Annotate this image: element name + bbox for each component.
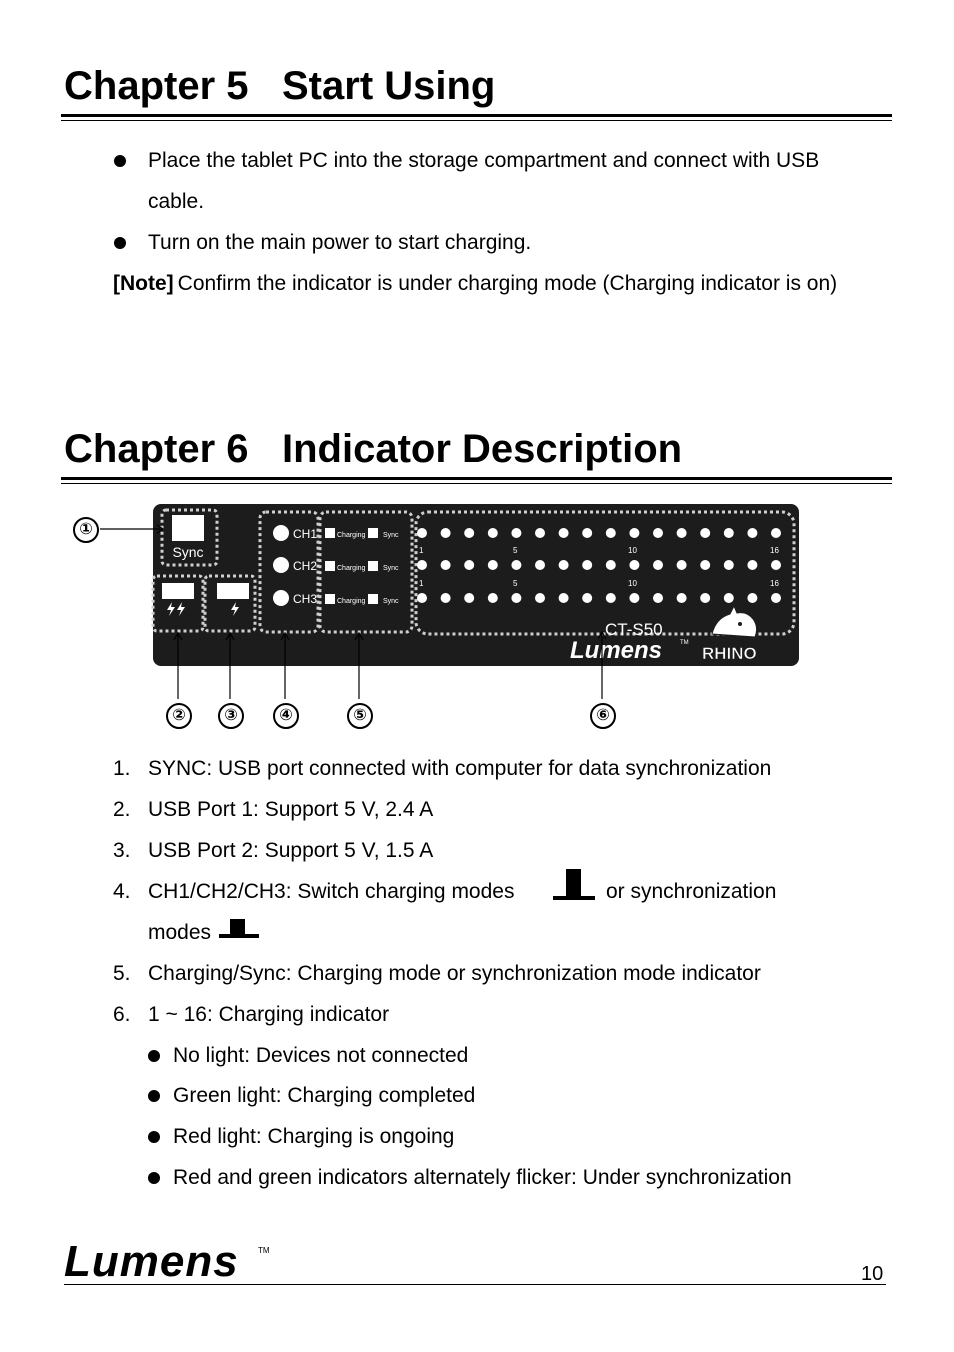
charging-led [653,528,663,538]
charging-led [488,593,498,603]
list-item: USB Port 1: Support 5 V, 2.4 A [148,798,434,821]
bullet-text-continued: cable. [148,190,205,213]
sub-bullet-text: Green light: Charging completed [173,1084,476,1107]
svg-text:10: 10 [628,546,637,555]
charging-led [606,593,616,603]
list-item: 1 ~ 16: Charging indicator [148,1003,390,1026]
ch1-label: CH1 [293,527,318,541]
charging-led [417,593,427,603]
note-text: Confirm the indicator is under charging mode (Charging indicator is on) [177,272,838,295]
svg-text:5: 5 [513,546,518,555]
svg-text:16: 16 [770,546,779,555]
charging-led [464,560,474,570]
callout-6: ⑥ [590,703,616,729]
charging-led [488,560,498,570]
chapter-5-heading [64,64,495,109]
ch3-switch [273,590,289,606]
svg-text:10: 10 [628,579,637,588]
bullet-dot [148,1172,160,1184]
charging-led [417,528,427,538]
svg-text:1: 1 [419,546,424,555]
charging-led [582,528,592,538]
sync-port [172,515,204,541]
charging-led [747,560,757,570]
charging-led [771,593,781,603]
callout-3: ③ [218,703,244,729]
list-item-continued: modes [148,921,212,944]
list-number: 2. [113,798,131,821]
bullet-dot [148,1131,160,1143]
charging-led [511,593,521,603]
charging-led [700,528,710,538]
sync-mode-switch-icon [218,917,260,941]
chapter-number: Chapter 5 [64,64,249,108]
chapter-title: Start Using [282,64,496,108]
charging-led [677,560,687,570]
charging-led [606,560,616,570]
chapter-title: Indicator Description [282,427,683,471]
charging-led [724,528,734,538]
bullet-text: Turn on the main power to start charging. [148,231,532,254]
usb-port-1 [162,583,194,599]
charging-led [535,560,545,570]
charging-led [464,593,474,603]
charging-led [747,528,757,538]
svg-text:Sync: Sync [383,532,399,539]
charging-led [677,593,687,603]
svg-text:Charging: Charging [337,598,366,605]
panel-brand-mark: TM [680,640,689,646]
charging-led [771,528,781,538]
charging-led [511,560,521,570]
svg-text:Charging: Charging [337,532,366,539]
list-item: USB Port 2: Support 5 V, 1.5 A [148,839,434,862]
list-item: SYNC: USB port connected with computer for data synchronization [148,757,772,780]
charging-led [629,528,639,538]
note [113,272,837,296]
model-label: CT-S50 [605,620,663,639]
charging-led [653,593,663,603]
chapter-6-heading [64,427,682,472]
indicator-panel-diagram [60,496,820,736]
list-number: 3. [113,839,131,862]
sub-bullet-text: Red and green indicators alternately flicker: Under synchronization [173,1166,792,1189]
charging-led [559,560,569,570]
charging-led [677,528,687,538]
charging-led [441,560,451,570]
svg-text:1: 1 [419,579,424,588]
charging-led [629,560,639,570]
charging-led [724,593,734,603]
charging-led [511,528,521,538]
charging-led [441,528,451,538]
charging-led [724,560,734,570]
charging-led [700,560,710,570]
list-item: Charging/Sync: Charging mode or synchronization mode indicator [148,962,761,985]
panel-brand: Lumens [570,637,663,664]
bullet-dot [148,1050,160,1062]
charging-led [653,560,663,570]
callout-2: ② [166,703,192,729]
ch3-label: CH3 [293,592,318,606]
charging-led [464,528,474,538]
svg-text:16: 16 [770,579,779,588]
list-item: CH1/CH2/CH3: Switch charging modes [148,880,515,903]
list-number: 4. [113,880,131,903]
callout-1: ① [73,517,99,543]
sub-bullet-text: No light: Devices not connected [173,1044,469,1067]
ch2-label: CH2 [293,559,318,573]
heading-rule [61,114,892,117]
ch1-switch [273,525,289,541]
charging-led [488,528,498,538]
charging-led [629,593,639,603]
charging-led [771,560,781,570]
rhino-label: RHINO [702,644,757,663]
charging-led [606,528,616,538]
charging-led [441,593,451,603]
list-number: 1. [113,757,131,780]
sync-label: Sync [172,544,204,560]
charging-led [559,593,569,603]
page-number: 10 [861,1263,884,1285]
sub-bullet-text: Red light: Charging is ongoing [173,1125,455,1148]
bullet-dot [114,155,126,167]
charging-mode-switch-icon [551,867,597,903]
charging-led [559,528,569,538]
ch2-switch [273,557,289,573]
bullet-dot [148,1090,160,1102]
footer-logo: Lumens [64,1237,239,1286]
heading-rule [61,477,892,480]
footer-rule [64,1284,886,1285]
bullet-text: Place the tablet PC into the storage compartment and connect with USB [148,149,820,172]
charging-led [747,593,757,603]
callout-4: ④ [273,703,299,729]
chapter-number: Chapter 6 [64,427,249,471]
footer-logo-mark: TM [258,1246,270,1255]
list-item-continued: or synchronization [606,880,777,903]
usb-port-2 [217,583,249,599]
bullet-dot [114,237,126,249]
svg-text:Sync: Sync [383,565,399,572]
note-label: [Note] [113,272,174,295]
panel-body [153,504,799,666]
callout-5: ⑤ [347,703,373,729]
list-number: 6. [113,1003,131,1026]
svg-text:Charging: Charging [337,565,366,572]
charging-led [535,593,545,603]
charging-led [582,560,592,570]
charging-led [582,593,592,603]
svg-text:Sync: Sync [383,598,399,605]
svg-text:5: 5 [513,579,518,588]
list-number: 5. [113,962,131,985]
charging-led [417,560,427,570]
charging-led [535,528,545,538]
charging-led [700,593,710,603]
